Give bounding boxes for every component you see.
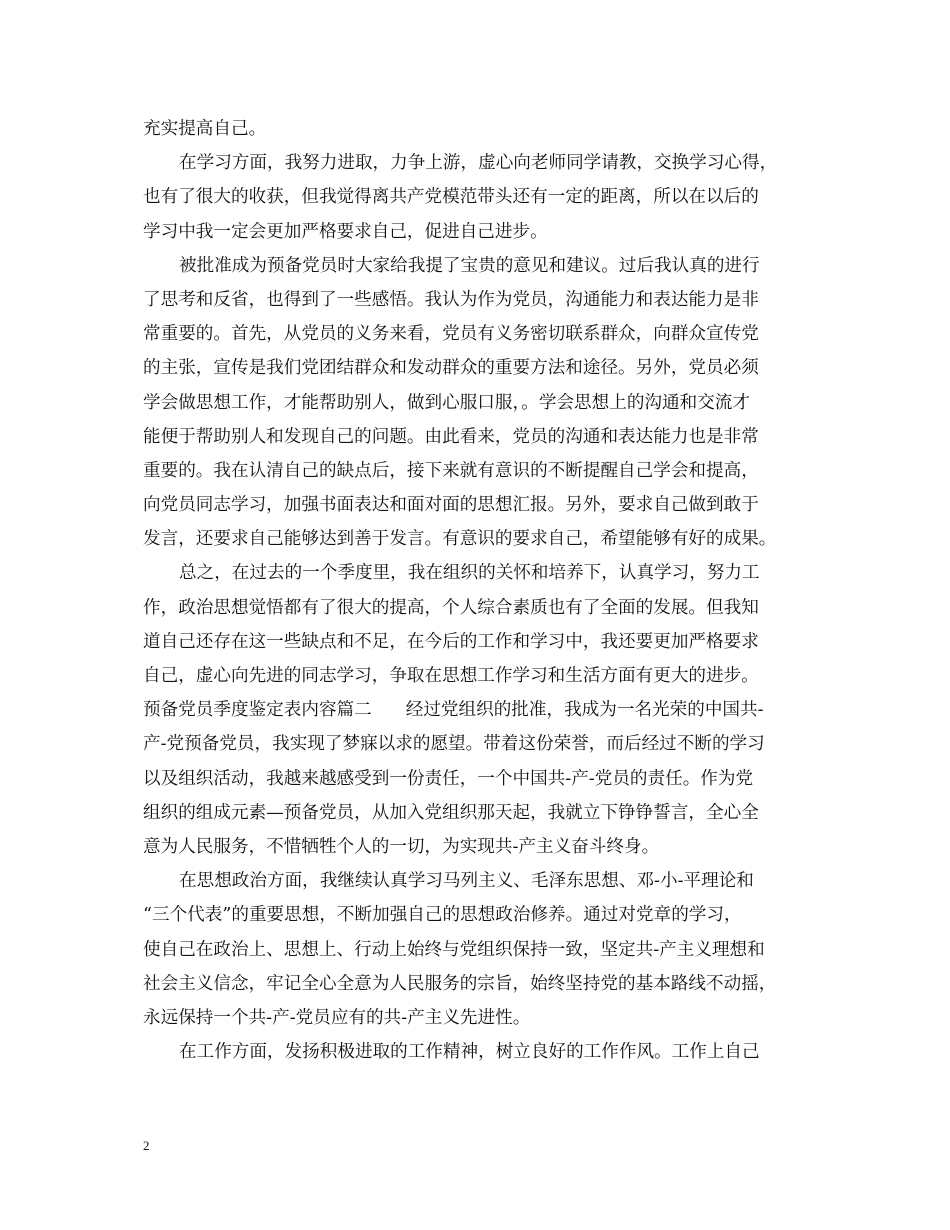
text-line: 产-党预备党员，我实现了梦寐以求的愿望。带着这份荣誉，而后经过不断的学习 [143,734,765,755]
text-line: 使自己在政治上、思想上、行动上始终与党组织保持一致，坚定共-产主义理想和 [143,939,765,960]
text-line: 的主张，宣传是我们党团结群众和发动群众的重要方法和途径。另外，党员必须 [143,358,759,379]
page-number: 2 [143,1138,150,1153]
text-line: 学习中我一定会更加严格要求自己，促进自己进步。 [143,221,548,242]
section-title: 预备党员季度鉴定表内容篇二 [143,700,372,721]
text-line: 能便于帮助别人和发现自己的问题。由此看来，党员的沟通和表达能力也是非常 [143,426,759,447]
text-line: 充实提高自己。 [143,119,267,139]
document-body [143,112,823,1069]
text-line: 被批准成为预备党员时大家给我提了宝贵的意见和建议。过后我认真的进行 [179,255,760,276]
text-line: 社会主义信念，牢记全心全意为人民服务的宗旨，始终坚持党的基本路线不动摇， [143,973,777,994]
text-line: 组织的组成元素—预备党员，从加入党组织那天起，我就立下铮铮誓言，全心全 [143,802,759,823]
text-line: 学会做思想工作，才能帮助别人，做到心服口服，。学会思想上的沟通和交流才 [143,392,750,413]
text-line: 道自己还存在这一些缺点和不足，在今后的工作和学习中，我还要更加严格要求 [143,631,759,652]
text-line: 向党员同志学习，加强书面表达和面对面的思想汇报。另外，要求自己做到敢于 [143,495,759,516]
text-line: 总之，在过去的一个季度里，我在组织的关怀和培养下，认真学习，努力工 [179,563,760,584]
text-line: 发言，还要求自己能够达到善于发言。有意识的要求自己，希望能够有好的成果。 [143,529,777,550]
text-line: 作，政治思想觉悟都有了很大的提高，个人综合素质也有了全面的发展。但我知 [143,597,759,618]
text-line: 了思考和反省，也得到了一些感悟。我认为作为党员，沟通能力和表达能力是非 [143,289,759,310]
text-line: 自己，虚心向先进的同志学习，争取在思想工作学习和生活方面有更大的进步。 [143,666,759,686]
text-line: “三个代表”的重要思想，不断加强自己的思想政治修养。通过对党章的学习， [143,905,742,926]
text-line: 在工作方面，发扬积极进取的工作精神，树立良好的工作作风。工作上自己 [179,1042,760,1063]
section-heading-line [143,693,823,727]
text-line: 以及组织活动，我越来越感受到一份责任，一个中国共-产-党员的责任。作为党 [143,768,754,789]
text-line: 在学习方面，我努力进取，力争上游，虚心向老师同学请教，交换学习心得， [179,153,778,174]
text-line: 在思想政治方面，我继续认真学习马列主义、毛泽东思想、邓-小-平理论和 [179,871,754,892]
text-line: 也有了很大的收获，但我觉得离共产党模范带头还有一定的距离，所以在以后的 [143,187,759,208]
text-line: 常重要的。首先，从党员的义务来看，党员有义务密切联系群众，向群众宣传党 [143,324,759,345]
text-line: 意为人民服务，不惜牺牲个人的一切，为实现共-产主义奋斗终身。 [143,836,660,857]
text-line: 重要的。我在认清自己的缺点后，接下来就有意识的不断提醒自己学会和提高， [143,460,759,481]
text-line: 经过党组织的批准，我成为一名光荣的中国共- [405,700,764,721]
text-line: 永远保持一个共-产-党员应有的共-产主义先进性。 [143,1007,531,1028]
